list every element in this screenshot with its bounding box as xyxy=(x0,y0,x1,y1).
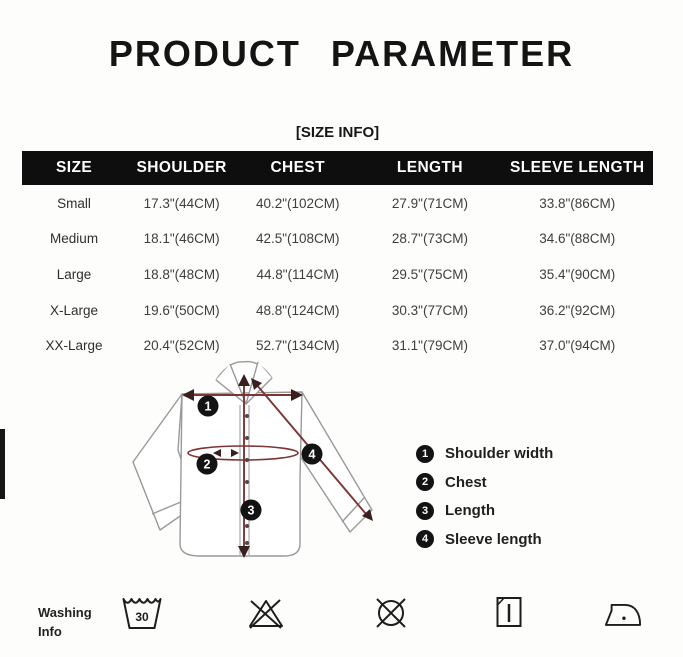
cell-shoulder: 18.1"(46CM) xyxy=(143,231,220,247)
legend-number-icon: 3 xyxy=(416,502,434,520)
cell-sleeve-length: 36.2"(92CM) xyxy=(539,302,616,318)
legend-number-icon: 1 xyxy=(416,445,434,463)
iron-icon xyxy=(604,598,642,629)
cell-sleeve-length: 37.0"(94CM) xyxy=(539,338,616,354)
drip-dry-icon xyxy=(495,595,523,629)
left-edge-artifact xyxy=(0,429,5,499)
cell-shoulder: 19.6"(50CM) xyxy=(143,302,220,318)
cell-length: 28.7"(73CM) xyxy=(391,231,468,247)
legend-label: Length xyxy=(445,502,495,519)
cell-length: 29.5"(75CM) xyxy=(391,266,468,282)
table-row-small xyxy=(22,186,653,221)
cell-size: XX-Large xyxy=(45,338,103,354)
cell-length: 30.3"(77CM) xyxy=(391,302,468,318)
page-title: PRODUCT PARAMETER xyxy=(108,33,575,74)
cell-size: Large xyxy=(56,266,92,282)
legend-label: Shoulder width xyxy=(445,445,554,462)
cell-sleeve-length: 33.8"(86CM) xyxy=(539,195,616,211)
washing-label-line1: Washing xyxy=(38,605,92,620)
wash-temperature-value: 30 xyxy=(135,610,149,624)
legend-item-length xyxy=(416,501,636,520)
do-not-dry-clean-icon xyxy=(372,596,410,630)
table-row-x-large xyxy=(22,293,653,328)
cell-chest: 52.7"(134CM) xyxy=(255,338,340,354)
badge-chest: 2 xyxy=(203,457,211,472)
shirt-measurement-diagram xyxy=(116,358,391,593)
legend-item-chest xyxy=(416,473,636,492)
cell-chest: 44.8"(114CM) xyxy=(256,266,340,282)
do-not-bleach-icon xyxy=(247,596,285,630)
washing-label-line2: Info xyxy=(38,624,62,639)
measurement-legend xyxy=(416,444,636,558)
size-table xyxy=(22,151,653,363)
machine-wash-30-icon xyxy=(122,594,162,632)
table-row-medium xyxy=(22,222,653,257)
cell-length: 31.1"(79CM) xyxy=(391,338,468,354)
badge-sleeve: 4 xyxy=(308,447,316,462)
header-size: SIZE xyxy=(56,159,93,176)
cell-chest: 48.8"(124CM) xyxy=(255,302,340,318)
header-chest: CHEST xyxy=(270,159,325,176)
cell-shoulder: 18.8"(48CM) xyxy=(143,266,220,282)
legend-item-sleeve-length xyxy=(416,530,636,549)
legend-number-icon: 4 xyxy=(416,530,434,548)
cell-size: Small xyxy=(57,195,91,211)
cell-shoulder: 17.3"(44CM) xyxy=(143,195,220,211)
cell-size: X-Large xyxy=(50,302,99,318)
cell-chest: 40.2"(102CM) xyxy=(255,195,340,211)
cell-size: Medium xyxy=(50,231,99,247)
cell-length: 27.9"(71CM) xyxy=(391,195,468,211)
header-sleeve-length: SLEEVE LENGTH xyxy=(510,159,645,176)
badge-shoulder: 1 xyxy=(204,399,212,414)
cell-sleeve-length: 35.4"(90CM) xyxy=(539,266,616,282)
size-info-label: [SIZE INFO] xyxy=(295,124,380,141)
legend-number-icon: 2 xyxy=(416,473,434,491)
header-shoulder: SHOULDER xyxy=(136,159,227,176)
cell-sleeve-length: 34.6"(88CM) xyxy=(539,231,616,247)
legend-label: Sleeve length xyxy=(445,530,542,548)
legend-label: Chest xyxy=(445,473,487,491)
legend-item-shoulder-width xyxy=(416,444,636,463)
badge-length: 3 xyxy=(247,503,255,518)
table-row-large xyxy=(22,257,653,292)
size-table-header-row xyxy=(22,151,653,185)
cell-shoulder: 20.4"(52CM) xyxy=(143,338,220,354)
header-length: LENGTH xyxy=(396,159,463,176)
cell-chest: 42.5"(108CM) xyxy=(255,231,340,247)
washing-info-label xyxy=(38,603,92,641)
